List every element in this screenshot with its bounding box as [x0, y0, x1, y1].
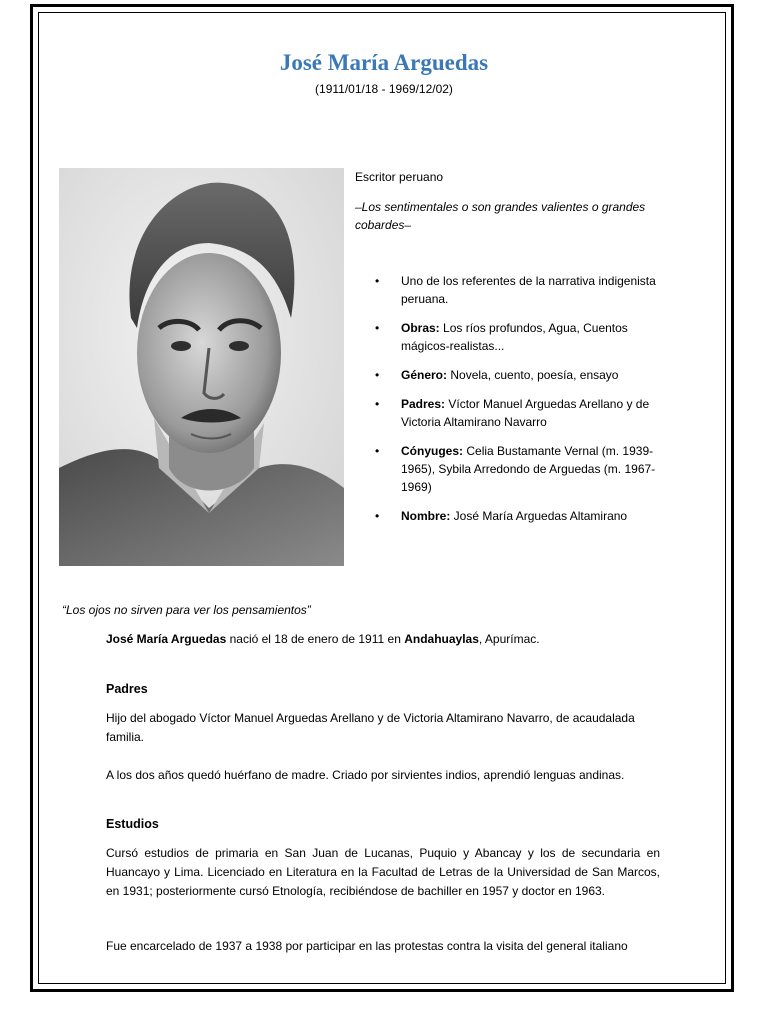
facts-list	[355, 272, 665, 525]
estudios-paragraph-2: Fue encarcelado de 1937 a 1938 por participar en las protestas contra la visita del general italiano	[106, 939, 628, 953]
bullet-icon: •	[375, 368, 380, 382]
padres-paragraph-1: Hijo del abogado Víctor Manuel Arguedas Arellano y de Victoria Altamirano Navarro, de acaudalada familia.	[106, 711, 635, 744]
author-quote: –Los sentimentales o son grandes valientes o grandes cobardes–	[355, 200, 646, 232]
bullet-icon: •	[375, 321, 380, 335]
page-title: José María Arguedas	[279, 50, 489, 75]
list-item: • Nombre: José María Arguedas Altamirano	[375, 509, 628, 523]
heading-estudios: Estudios	[106, 817, 159, 831]
bullet-icon: •	[375, 274, 380, 288]
list-item: • Padres: Víctor Manuel Arguedas Arellano y de Victoria Altamirano Navarro	[375, 397, 650, 429]
bullet-icon: •	[375, 444, 380, 458]
heading-padres: Padres	[106, 682, 148, 696]
portrait-photo	[59, 168, 344, 566]
birth-paragraph: José María Arguedas nació el 18 de enero de 1911 en Andahuaylas, Apurímac.	[106, 632, 540, 646]
list-item: • Género: Novela, cuento, poesía, ensayo	[375, 368, 619, 382]
profile-summary	[355, 170, 665, 536]
occupation: Escritor peruano	[355, 170, 444, 184]
padres-paragraph-2: A los dos años quedó huérfano de madre. Criado por sirvientes indios, aprendió lenguas andinas.	[106, 768, 625, 782]
estudios-paragraph-1: Cursó estudios de primaria en San Juan de Lucanas, Puquio y Abancay y los de secundaria en Huancayo y Lima. Licenciado en Literatura en la Facultad de Letras de la Universidad de San Marcos, en 1931; posteriormente cursó Etnología, recibiéndose de bachiller en 1957 y doctor en 1963.	[106, 846, 660, 898]
bullet-icon: •	[375, 397, 380, 411]
list-item: • Cónyuges: Celia Bustamante Vernal (m. 1939-1965), Sybila Arredondo de Arguedas (m. 1967-1969)	[375, 444, 656, 494]
list-item: • Uno de los referentes de la narrativa indigenista peruana.	[375, 274, 656, 306]
bullet-icon: •	[375, 509, 380, 523]
featured-quote: “Los ojos no sirven para ver los pensamientos”	[62, 603, 311, 617]
life-dates: (1911/01/18 - 1969/12/02)	[315, 82, 453, 96]
list-item: • Obras: Los ríos profundos, Agua, Cuentos mágicos-realistas...	[375, 321, 628, 353]
